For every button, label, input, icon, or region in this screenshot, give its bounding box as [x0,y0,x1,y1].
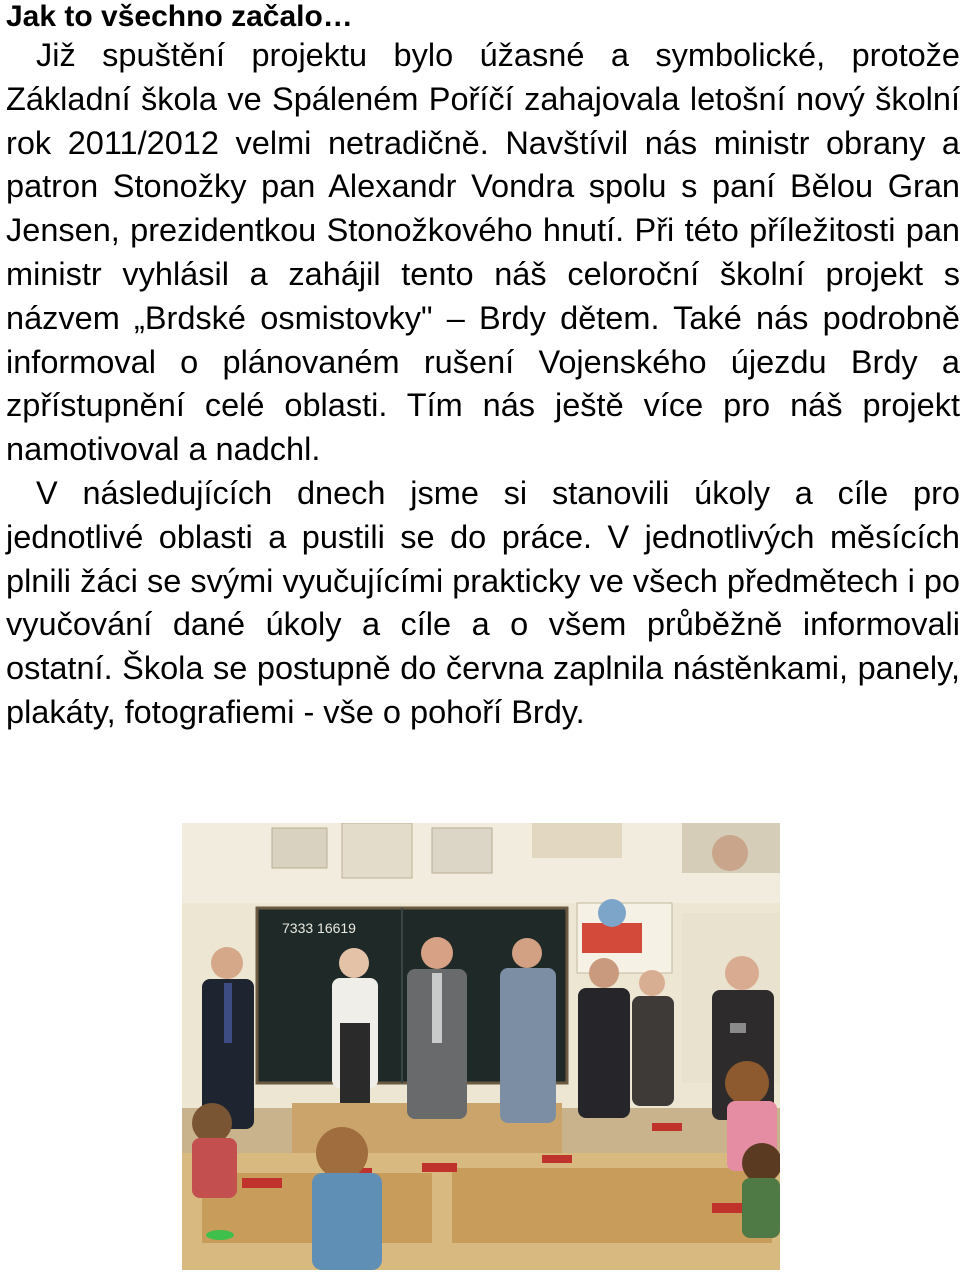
document-body [6,0,960,735]
paragraph-progress: V následujících dnech jsme si stanovili úkoly a cíle pro jednotlivé oblasti a pustili se do práce. V jednotlivých měsících plnili žáci se svými vyučujícími prakticky ve všech předmětech i po vyučování dané úkoly a cíle a o všem průběžně informovali ostatní. Škola se postupně do června zaplnila nástěnkami, panely, plakáty, fotografiemi - vše o pohoří Brdy. [6,474,960,730]
classroom-photo [182,823,780,1270]
child-head-1 [316,1127,368,1179]
article-title: Jak to všechno začalo… [6,0,353,33]
blackboard-text: 7333 16619 [282,920,356,936]
paragraph-intro: Již spuštění projektu bylo úžasné a symbolické, protože Základní škola ve Spáleném Poříčí zahajovala letošní nový školní rok 2011/2012 velmi netradičně. Navštívil nás ministr obrany a patron Stonožky pan Alexandr Vondra spolu s paní Bělou Gran Jensen, prezidentkou Stonožkového hnutí. Při této příležitosti pan ministr vyhlásil a zahájil tento náš celoroční školní projekt s názvem „Brdské osmistovky" – Brdy dětem. Také nás podrobně informoval o plánovaném rušení Vojenského újezdu Brdy a zpřístupnění celé oblasti. Tím nás ještě více pro náš projekt namotivoval a nadchl. [6,37,960,468]
